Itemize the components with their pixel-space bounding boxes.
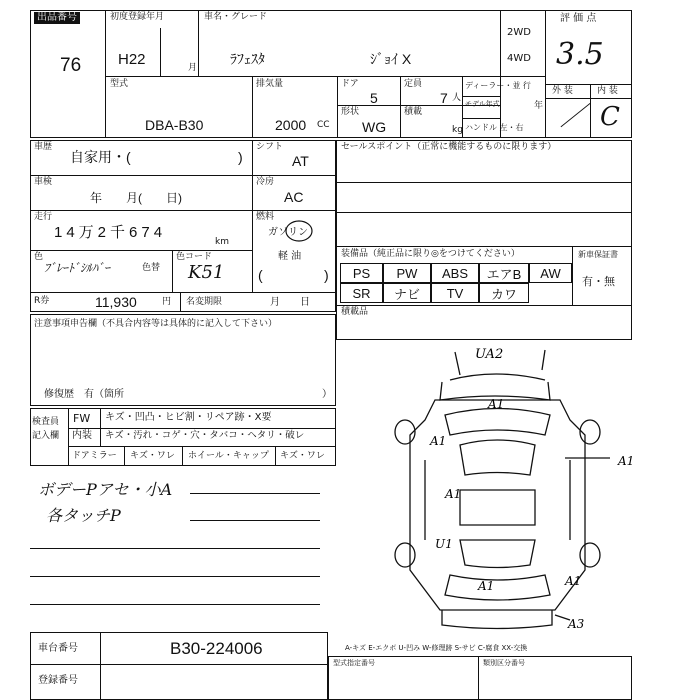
inspector-label-1: 検査員 (32, 417, 60, 427)
load-unit: kg (452, 125, 463, 135)
handwritten-note-1: ボデーPアセ・小A (38, 480, 173, 499)
lot-label: 出品番号 (34, 12, 80, 24)
fuel-paren-open: ( (258, 267, 263, 283)
cc-label: 排気量 (256, 79, 284, 89)
color-code: K51 (188, 262, 225, 283)
mark-roof: A1 (445, 487, 462, 501)
inspector-row3-c: ホイール・キャップ (188, 451, 269, 461)
repair-close: ） (322, 389, 332, 400)
dealer-label: ディーラー・並 行 (465, 81, 531, 90)
color-code-label: 色コード (176, 252, 213, 262)
reg-date-label: 初度登録年月 (110, 12, 165, 22)
car-name-label: 車名・グレード (204, 12, 268, 22)
inspector-label-2: 記入欄 (32, 431, 60, 441)
reg-month-unit: 月 (188, 63, 198, 73)
body-shape: WG (362, 119, 387, 135)
damage-legend: A-キズ E-エクボ U-凹み W-修理跡 S-サビ C-腐食 XX-交換 (345, 644, 528, 652)
load-label: 積載 (404, 107, 423, 117)
mark-right-rear: A1 (565, 574, 582, 588)
equip-sr: SR (340, 283, 383, 303)
inspector-row2: キズ・汚れ・コゲ・穴・タバコ・ヘタリ・破レ (105, 430, 305, 441)
warranty-choice: 有・無 (582, 275, 615, 288)
color-label: 色 (34, 252, 44, 262)
model-year-label: モデル年式 (465, 100, 500, 108)
capacity-unit: 人 (452, 93, 462, 103)
mark-trunk: A1 (478, 579, 495, 593)
cc-unit: CC (317, 120, 330, 130)
equip-aw: AW (529, 263, 572, 283)
color-name: ﾌﾞﾚｰﾄﾞｼﾙﾊﾞｰ (44, 261, 111, 275)
mark-hood: A1 (488, 397, 505, 411)
mark-rear-bumper: A3 (568, 617, 585, 631)
doors-label: ドア (341, 79, 359, 89)
equip-leather: カワ (479, 283, 529, 303)
fuel-circle-mark (284, 218, 314, 244)
inspector-row3-a: ドアミラー (72, 451, 117, 461)
sales-block (336, 140, 632, 340)
exterior-grade: ／ (560, 102, 587, 132)
registration-label: 登録番号 (38, 675, 78, 686)
lot-number: 76 (60, 55, 82, 76)
category-close: ) (238, 149, 243, 165)
fuel-gasoline: ガソリン (268, 227, 308, 238)
equip-pw: PW (383, 263, 431, 283)
inspector-row1: キズ・凹凸・ヒビ割・リペア跡・X要 (105, 412, 272, 423)
inspector-row2-head: 内装 (72, 430, 92, 441)
car-name: ﾗﾌｪｽﾀ (230, 51, 265, 67)
interior-grade: C (600, 102, 620, 132)
mark-front-bumper: UA2 (475, 347, 504, 362)
body-label: 形状 (341, 107, 360, 117)
ac: AC (284, 189, 304, 205)
type-label: 型式 (110, 79, 129, 89)
reg-year: H22 (118, 51, 146, 68)
fuel-diesel: 軽 油 (278, 251, 302, 262)
inspector-row3-d: キズ・ワレ (280, 451, 325, 461)
new-car-warranty-label: 新車保証書 (578, 250, 618, 259)
color-change-label: 色替 (142, 263, 161, 273)
interior-label: 内 装 (597, 86, 618, 96)
score-label: 評 価 点 (560, 13, 597, 24)
handle-label: ハンドル 左・右 (465, 123, 524, 132)
inspector-row1-head: FW (73, 412, 91, 425)
inspector-row3-b: キズ・ワレ (130, 451, 175, 461)
chassis-label: 車台番号 (38, 643, 78, 654)
inspection-label: 車検 (34, 177, 53, 187)
engine-cc: 2000 (275, 117, 307, 133)
shift-label: シフト (256, 142, 284, 152)
header-block (30, 10, 632, 138)
repair-history: 修復歴 有（箇所 (44, 389, 124, 400)
sales-point-label: セールスポイント（正常に機能するものに限ります） (341, 142, 557, 152)
category: 自家用・( (70, 149, 131, 165)
equipment-label: 装備品（純正品に限り◎をつけてください） (341, 249, 520, 259)
chassis-number: B30-224006 (170, 639, 263, 658)
mileage-label: 走行 (34, 212, 53, 222)
mark-left-rear: U1 (435, 537, 453, 551)
mark-right-front: A1 (618, 454, 635, 468)
notes-label: 注意事項申告欄（不具合内容等は具体的に記入して下さい） (34, 319, 278, 329)
year-unit: 年 (534, 101, 544, 111)
exterior-label: 外 装 (552, 86, 573, 96)
drive-4wd: 4WD (507, 53, 531, 64)
tax-unit: 円 (162, 297, 172, 307)
equip-navi: ナビ (383, 283, 431, 303)
fuel-label: 燃料 (256, 212, 275, 222)
drive-2wd: 2WD (507, 27, 531, 38)
type-cert-label: 型式指定番号 (333, 659, 375, 667)
fuel-paren-close: ) (324, 267, 329, 283)
car-damage-diagram (380, 340, 680, 640)
shift: AT (292, 153, 309, 169)
other-label: 積載品 (341, 307, 369, 317)
equip-airbag: エアB (479, 263, 529, 283)
mark-left-front: A1 (430, 434, 447, 448)
capacity-label: 定員 (404, 79, 423, 89)
category-label: 車歴 (34, 142, 53, 152)
tax-label: R券 (34, 296, 50, 306)
mileage-unit: km (215, 237, 229, 247)
inspection-value: 年 月( 日) (90, 191, 182, 205)
grade: ｼﾞｮｲ X (370, 51, 412, 67)
class-label: 類別区分番号 (483, 659, 525, 667)
doors: 5 (370, 90, 378, 106)
equip-abs: ABS (431, 263, 479, 283)
ac-label: 冷房 (256, 177, 275, 187)
name-change-value: 月 日 (270, 297, 310, 308)
mileage: 14万2千674 (54, 224, 167, 241)
score-value: 3.5 (556, 37, 604, 72)
name-change-label: 名変期限 (186, 297, 223, 307)
equip-ps: PS (340, 263, 383, 283)
model-type: DBA-B30 (145, 117, 204, 133)
tax-value: 11,930 (95, 294, 137, 310)
capacity: 7 (440, 90, 448, 106)
equip-tv: TV (431, 283, 479, 303)
handwritten-note-2: 各タッチP (46, 506, 121, 525)
